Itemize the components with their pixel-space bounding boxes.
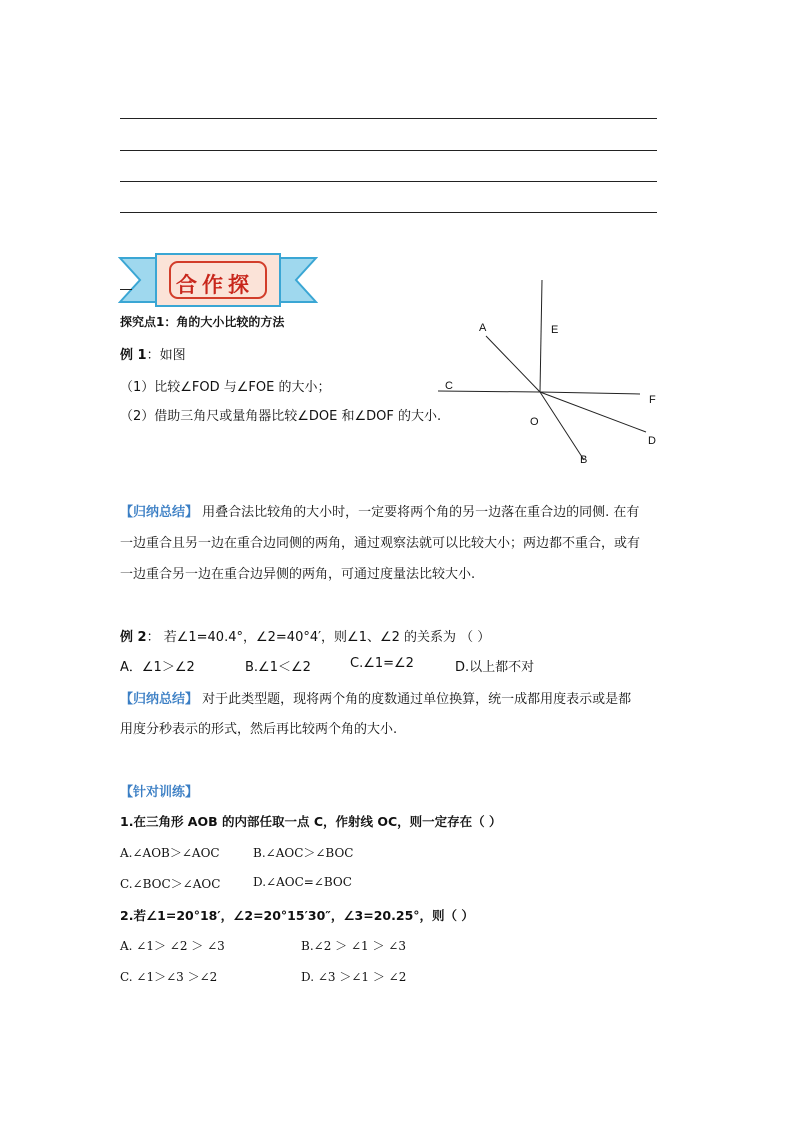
ray-oa: [486, 336, 540, 392]
summary-1-line-2: 一边重合且另一边在重合边同侧的两角，通过观察法就可以比较大小；两边都不重合，或有: [120, 536, 641, 551]
summary-1-line-3: 一边重合另一边在重合边异侧的两角，可通过度量法比较大小.: [120, 567, 476, 582]
answer-line-4: [120, 212, 657, 213]
training-q2-option-b: B.∠2 ＞ ∠1 ＞ ∠3: [301, 939, 406, 953]
example-2-option-c: C.∠1=∠2: [350, 656, 414, 671]
banner-text: 合作探: [176, 273, 254, 297]
summary-2-line-1: [120, 688, 631, 707]
summary-1-text-1: 用叠合法比较角的大小时，一定要将两个角的另一边落在重合边的同侧. 在有: [202, 505, 640, 520]
training-q2-option-d: D. ∠3 ＞∠1 ＞ ∠2: [301, 970, 407, 984]
example-2-option-b: B.∠1＜∠2: [245, 660, 311, 675]
summary-2-text-1: 对于此类型题，现将两个角的度数通过单位换算，统一成都用度表示或是都: [202, 692, 632, 707]
answer-line-2: [120, 150, 657, 151]
angle-diagram: [420, 270, 680, 470]
training-q1-option-c: C.∠BOC＞∠AOC: [120, 877, 221, 891]
ray-oe: [540, 280, 542, 392]
example-1-label: 例 1: [120, 348, 147, 363]
example-2-label: 例 2: [120, 630, 147, 645]
example-2-option-d: D.以上都不对: [455, 660, 535, 675]
training-q2-option-c: C. ∠1＞∠3 ＞∠2: [120, 970, 218, 984]
summary-2-line-2: 用度分秒表示的形式，然后再比较两个角的大小.: [120, 722, 398, 737]
training-q1-option-a: A.∠AOB＞∠AOC: [120, 846, 220, 860]
banner-underline: [120, 289, 132, 290]
point-label-a: A: [479, 322, 487, 334]
example-1-text: ：如图: [146, 348, 186, 363]
training-q1-option-b: B.∠AOC＞∠BOC: [253, 846, 354, 860]
training-q2-option-a: A. ∠1＞ ∠2 ＞ ∠3: [120, 939, 225, 953]
point-label-o: O: [530, 416, 539, 428]
point-label-c: C: [445, 380, 453, 392]
point-label-f: F: [649, 394, 656, 406]
point-label-b: B: [580, 454, 588, 466]
ray-ob: [540, 392, 584, 460]
training-question-2: 2.若∠1=20°18′，∠2=20°15′30″，∠3=20.25°，则（ ）: [120, 908, 474, 923]
example-1-question-1: （1）比较∠FOD 与∠FOE 的大小；: [120, 380, 331, 395]
ray-od: [540, 392, 646, 432]
example-1-question-2: （2）借助三角尺或量角器比较∠DOE 和∠DOF 的大小.: [120, 409, 442, 424]
point-label-e: E: [551, 324, 559, 336]
ray-of: [540, 392, 640, 394]
training-tag: 【针对训练】: [120, 785, 199, 800]
ray-oc: [438, 391, 540, 392]
training-question-1: 1.在三角形 AOB 的内部任取一点 C，作射线 OC，则一定存在（ ）: [120, 814, 502, 829]
point-label-d: D: [648, 435, 656, 447]
example-1-heading: [120, 344, 186, 363]
answer-line-1: [120, 118, 657, 119]
summary-2-tag: 【归纳总结】: [120, 692, 199, 707]
example-2-heading: [120, 626, 490, 645]
summary-1-tag: 【归纳总结】: [120, 505, 199, 520]
example-2-text: ： 若∠1=40.4°，∠2=40°4′，则∠1、∠2 的关系为 （ ）: [146, 630, 491, 645]
example-2-option-a: A．∠1＞∠2: [120, 660, 195, 675]
section-title: 探究点1：角的大小比较的方法: [120, 315, 285, 329]
summary-1-line-1: [120, 501, 639, 520]
answer-line-3: [120, 181, 657, 182]
training-q1-option-d: D.∠AOC=∠BOC: [253, 875, 352, 889]
